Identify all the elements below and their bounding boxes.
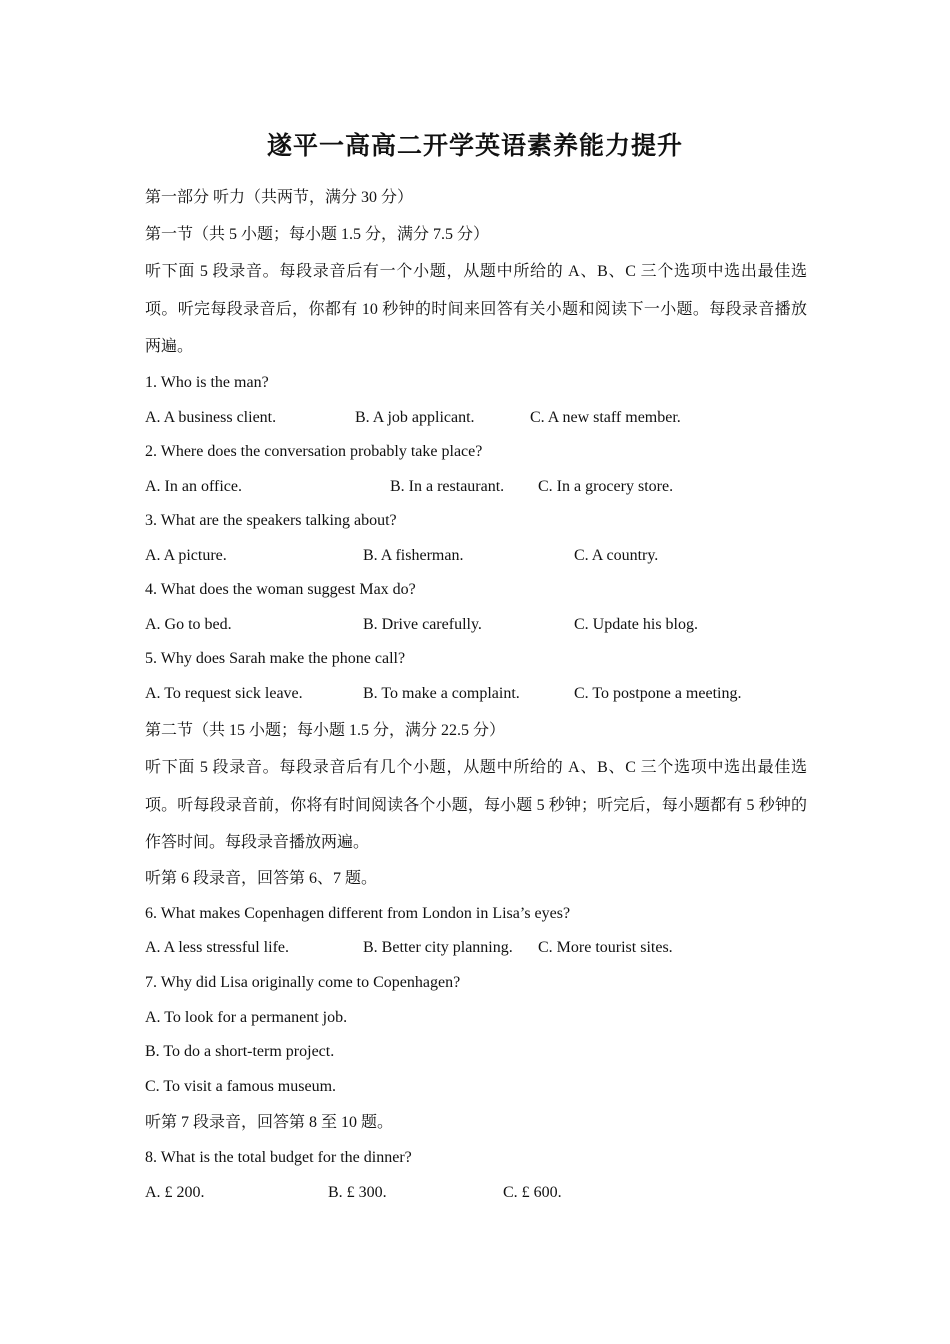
question-7-option-c: C. To visit a famous museum. (145, 1078, 337, 1095)
question-4-option-b: B. Drive carefully. (363, 616, 482, 633)
question-6-option-b: B. Better city planning. (363, 939, 513, 956)
question-2-option-b: B. In a restaurant. (390, 478, 505, 495)
question-3: 3. What are the speakers talking about? (145, 512, 397, 529)
question-1: 1. Who is the man? (145, 374, 269, 391)
passage-7-note: 听第 7 段录音，回答第 8 至 10 题。 (145, 1114, 394, 1131)
question-6-option-c: C. More tourist sites. (538, 939, 673, 956)
page-title: 遂平一高高二开学英语素养能力提升 (266, 133, 683, 160)
section1-instructions: 听下面 5 段录音。每段录音后有一个小题，从题中所给的 A、B、C 三个选项中选出最佳选项。听完每段录音后，你都有 10 秒钟的时间来回答有关小题和阅读下一小题。每段录音播放两遍。 (145, 263, 807, 355)
question-5: 5. Why does Sarah make the phone call? (145, 650, 406, 667)
question-7-option-a: A. To look for a permanent job. (145, 1009, 348, 1026)
question-8-option-b: B. £ 300. (328, 1184, 387, 1201)
part1-heading: 第一部分 听力（共两节，满分 30 分） (145, 189, 414, 206)
question-3-option-c: C. A country. (574, 547, 659, 564)
question-3-option-b: B. A fisherman. (363, 547, 464, 564)
question-8: 8. What is the total budget for the dinner? (145, 1149, 412, 1166)
question-7-option-b: B. To do a short-term project. (145, 1043, 335, 1060)
question-2-option-a: A. In an office. (145, 478, 242, 495)
question-5-option-b: B. To make a complaint. (363, 685, 520, 702)
section1-heading: 第一节（共 5 小题；每小题 1.5 分，满分 7.5 分） (145, 226, 490, 243)
question-5-option-c: C. To postpone a meeting. (574, 685, 742, 702)
question-2: 2. Where does the conversation probably take place? (145, 443, 483, 460)
question-8-option-c: C. £ 600. (503, 1184, 562, 1201)
question-7: 7. Why did Lisa originally come to Copenhagen? (145, 974, 461, 991)
question-1-option-b: B. A job applicant. (355, 409, 475, 426)
question-2-option-c: C. In a grocery store. (538, 478, 674, 495)
question-4: 4. What does the woman suggest Max do? (145, 581, 416, 598)
section2-instructions: 听下面 5 段录音。每段录音后有几个小题，从题中所给的 A、B、C 三个选项中选出最佳选项。听每段录音前，你将有时间阅读各个小题，每小题 5 秒钟；听完后，每小题都有 5 秒钟的作答时间。每段录音播放两遍。 (145, 759, 807, 851)
question-4-option-c: C. Update his blog. (574, 616, 698, 633)
question-6: 6. What makes Copenhagen different from London in Lisa’s eyes? (145, 905, 571, 922)
section2-heading: 第二节（共 15 小题；每小题 1.5 分，满分 22.5 分） (145, 722, 506, 739)
question-6-option-a: A. A less stressful life. (145, 939, 289, 956)
question-8-option-a: A. £ 200. (145, 1184, 205, 1201)
question-3-option-a: A. A picture. (145, 547, 227, 564)
question-1-option-c: C. A new staff member. (530, 409, 681, 426)
passage-6-note: 听第 6 段录音，回答第 6、7 题。 (145, 870, 378, 887)
question-5-option-a: A. To request sick leave. (145, 685, 303, 702)
question-1-option-a: A. A business client. (145, 409, 277, 426)
question-4-option-a: A. Go to bed. (145, 616, 232, 633)
